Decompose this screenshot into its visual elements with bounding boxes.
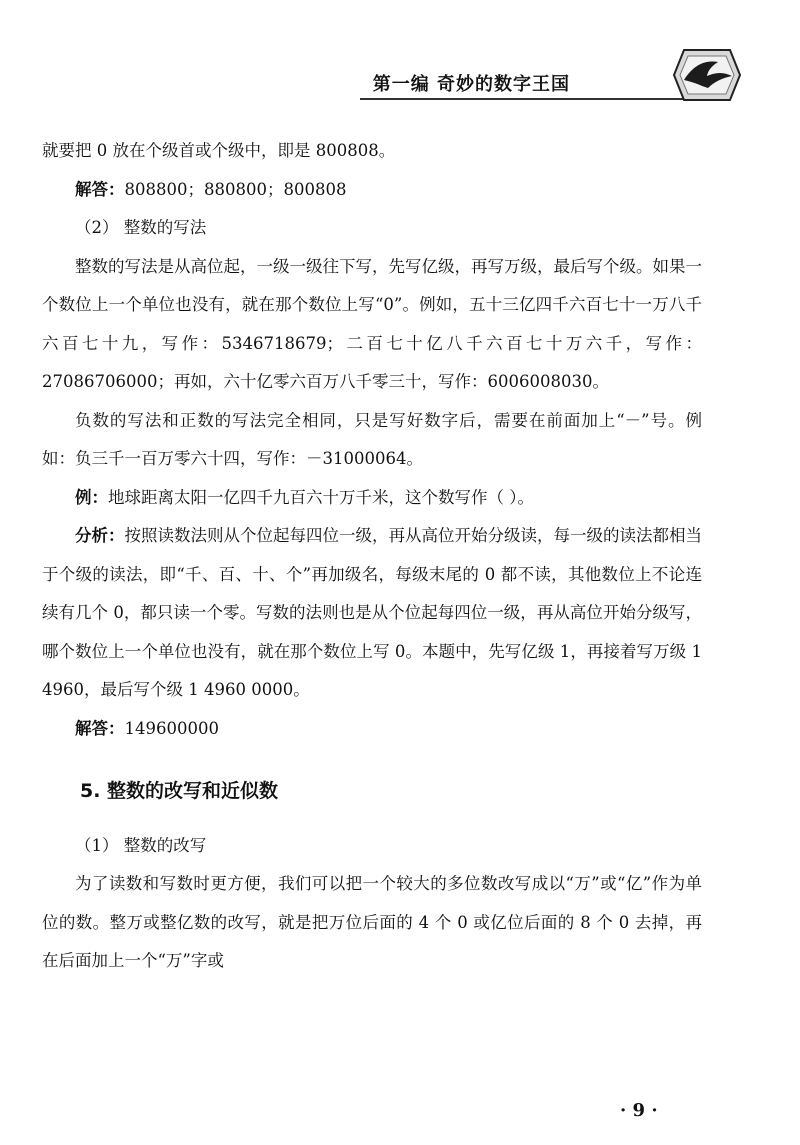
- chapter-title: 第一编 奇妙的数字王国: [372, 74, 570, 95]
- page-header: [270, 56, 720, 102]
- header-rule: [360, 98, 720, 100]
- analysis: [42, 517, 702, 710]
- subheading-writing: （2） 整数的写法: [75, 218, 207, 237]
- answer-2: [42, 710, 702, 749]
- eagle-logo-icon: [672, 46, 742, 104]
- paragraph-rewrite: 为了读数和写数时更方便，我们可以把一个较大的多位数改写成以“万”或“亿”作为单位的数。整万或整亿数的改写，就是把万位后面的 4 个 0 或亿位后面的 8 个 0 去掉，再在后面加上一个“万”字或: [42, 874, 702, 970]
- paragraph-writing: 整数的写法是从高位起，一级一级往下写，先写亿级，再写万级，最后写个级。如果一个数位上一个单位也没有，就在那个数位上写“0”。例如，五十三亿四千六百七十一万八千六百七十九，写作：5346718679；二百七十亿八千六百七十万六千，写作：27086706000；再如，六十亿零六百万八千零三十，写作：6006008030。: [42, 256, 702, 391]
- answer-1: [42, 171, 702, 210]
- example-label: 例：: [75, 487, 108, 507]
- example: [42, 479, 702, 518]
- answer-text: 808800；880800；800808: [124, 179, 347, 199]
- analysis-label: 分析：: [75, 526, 125, 545]
- subheading-rewrite: （1） 整数的改写: [75, 835, 207, 855]
- page-body: [42, 132, 702, 981]
- section-heading: 5. 整数的改写和近似数: [80, 780, 279, 802]
- answer-label: 解答：: [75, 718, 125, 738]
- continued-line: 就要把 0 放在个级首或个级中，即是 800808。: [42, 141, 396, 160]
- analysis-text: 按照读数法则从个位起每四位一级，再从高位开始分级读，每一级的读法都相当于个级的读法，即“千、百、十、个”再加级名，每级末尾的 0 都不读，其他数位上不论连续有几个 0，都只读一个零。写数的法则也是从个位起每四位一级，再从高位开始分级写，哪个数位上一个单位也没有，就在那个数位上写 0。本题中，先写亿级 1，再接着写万级 1 4960，最后写个级 1 4960 0000。: [42, 526, 702, 699]
- paragraph-negative: 负数的写法和正数的写法完全相同，只是写好数字后，需要在前面加上“－”号。例如：负三千一百万零六十四，写作：－31000064。: [42, 410, 702, 468]
- page-number: · 9 ·: [620, 1100, 658, 1121]
- answer-text: 149600000: [124, 718, 219, 738]
- answer-label: 解答：: [75, 179, 125, 199]
- example-text: 地球距离太阳一亿四千九百六十万千米，这个数写作（ ）。: [108, 487, 534, 507]
